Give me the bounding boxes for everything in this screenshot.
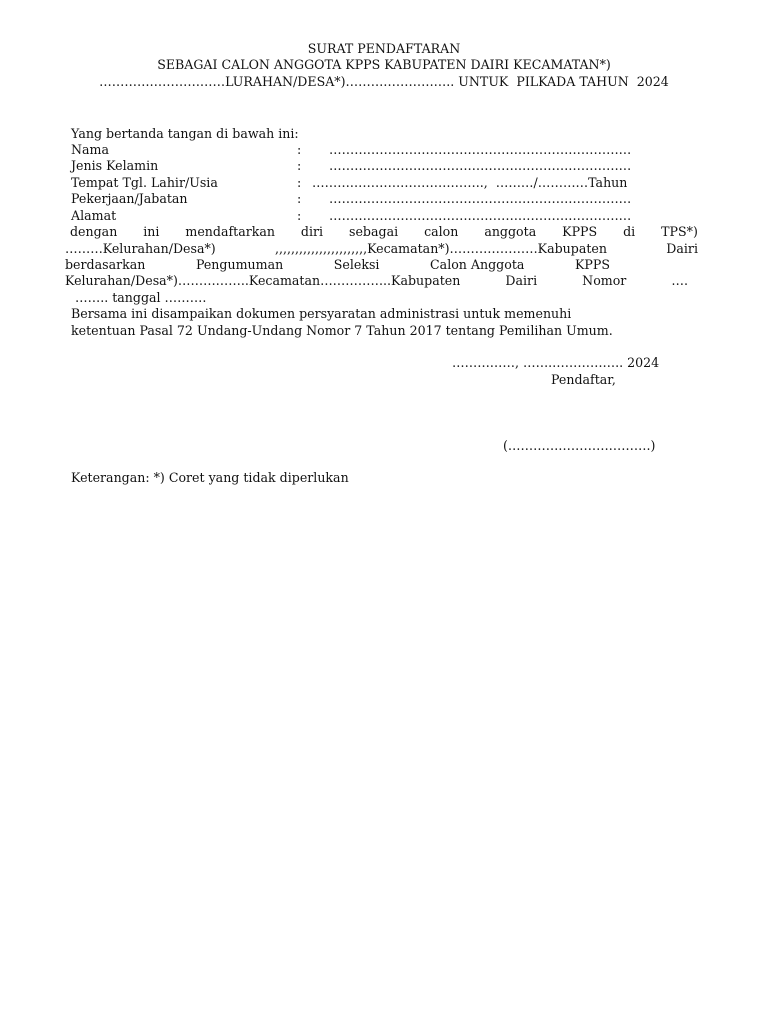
field-colon: : (297, 142, 302, 157)
body-line-6: Bersama ini disampaikan dokumen persyaratan administrasi untuk memenuhi (71, 306, 572, 321)
body-line-3 (65, 257, 698, 273)
field-label: Alamat (71, 208, 117, 223)
field-colon: : (297, 158, 302, 173)
word: diri (300, 224, 324, 239)
field-label: Nama (71, 142, 109, 157)
word: Calon Anggota (430, 257, 525, 272)
word: KPPS (574, 257, 610, 272)
word: Seleksi (333, 257, 380, 272)
field-colon: : (297, 191, 302, 206)
body-line-4 (65, 273, 688, 289)
word: KPPS (562, 224, 598, 239)
word: ini (143, 224, 160, 239)
word: di (623, 224, 636, 239)
field-colon: : (297, 208, 302, 223)
title: SURAT PENDAFTARAN (307, 41, 461, 56)
signature-name-placeholder: (…………………………….) (503, 438, 656, 453)
field-colon: : (297, 175, 302, 190)
field-value: ………………………………….., ………/…………Tahun (312, 175, 628, 190)
word: …. (671, 273, 688, 288)
word: Pengumuman (195, 257, 284, 272)
word: sebagai (349, 224, 399, 239)
signature-role: Pendaftar, (551, 372, 616, 387)
field-value: ……………………………………………………………… (329, 142, 632, 157)
body-line-2 (65, 241, 698, 257)
word: calon (424, 224, 459, 239)
intro-text: Yang bertanda tangan di bawah ini: (71, 126, 299, 141)
field-value: ……………………………………………………………… (329, 158, 632, 173)
word: ………Kelurahan/Desa*) (65, 241, 216, 256)
word: Dairi (505, 273, 538, 288)
word: TPS*) (661, 224, 698, 239)
word: mendaftarkan (185, 224, 275, 239)
signature-date: ……………, …….…………….. 2024 (452, 355, 660, 370)
word: anggota (484, 224, 537, 239)
subtitle: SEBAGAI CALON ANGGOTA KPPS KABUPATEN DAIRI KECAMATAN*) (157, 57, 611, 72)
body-line-5: …….. tanggal ………. (75, 290, 207, 305)
body-line-7: ketentuan Pasal 72 Undang-Undang Nomor 7 Tahun 2017 tentang Pemilihan Umum. (71, 323, 613, 338)
word: Dairi (666, 241, 698, 256)
subtitle-line-2: …………………………LURAHAN/DESA*)…………………….. UNTUK PILKADA TAHUN 2024 (99, 74, 669, 89)
field-value: ……………………………………………………………… (329, 208, 632, 223)
word: Nomor (582, 273, 627, 288)
field-value: ……………………………………………………………… (329, 191, 632, 206)
field-label: Pekerjaan/Jabatan (71, 191, 188, 206)
field-label: Tempat Tgl. Lahir/Usia (71, 175, 218, 190)
word: berdasarkan (65, 257, 146, 272)
word: Kelurahan/Desa*)……………..Kecamatan……………..Kabupaten (65, 273, 461, 288)
field-label: Jenis Kelamin (71, 158, 159, 173)
footnote: Keterangan: *) Coret yang tidak diperlukan (71, 470, 349, 485)
body-line-1 (70, 224, 698, 240)
word: ,,,,,,,,,,,,,,,,,,,,,,,Kecamatan*)…………………Kabupaten (275, 241, 607, 256)
word: dengan (70, 224, 118, 239)
